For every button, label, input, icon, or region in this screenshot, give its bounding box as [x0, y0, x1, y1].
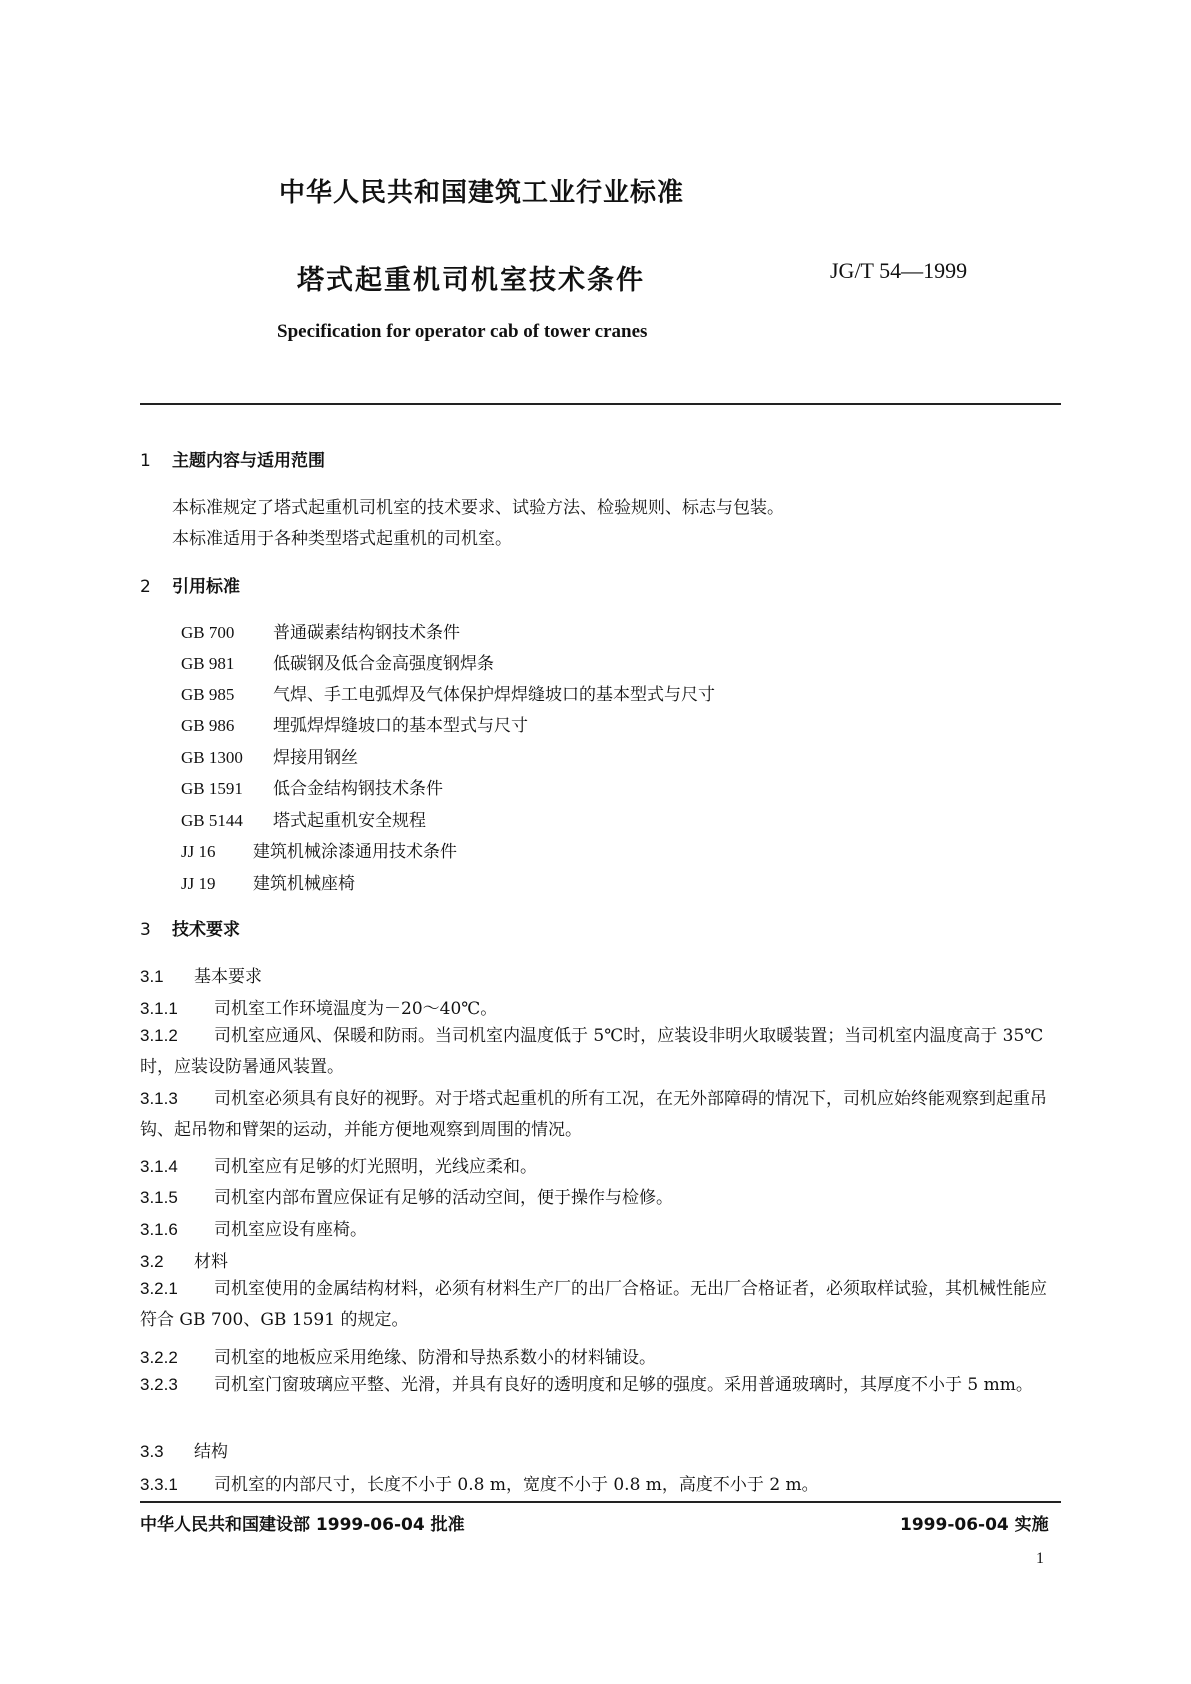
reference-code: JJ 19	[181, 874, 216, 893]
reference-item	[181, 680, 715, 705]
reference-title: 低碳钢及低合金高强度钢焊条	[273, 654, 494, 674]
clause-number: 3.1.1	[140, 999, 178, 1018]
reference-title: 气焊、手工电弧焊及气体保护焊焊缝坡口的基本型式与尺寸	[273, 685, 715, 705]
subsection-3-3	[140, 1437, 228, 1462]
document-title-en: Specification for operator cab of tower cranes	[277, 321, 648, 342]
reference-title: 建筑机械涂漆通用技术条件	[253, 842, 457, 862]
clause-text: 司机室应设有座椅。	[214, 1220, 367, 1240]
clause-3-1-5	[140, 1183, 673, 1208]
clause-number: 3.1.5	[140, 1188, 178, 1207]
clause-text: 司机室应有足够的灯光照明，光线应柔和。	[214, 1157, 537, 1177]
clause-number: 3.3	[140, 1442, 164, 1461]
section-3-heading	[140, 915, 240, 940]
clause-number: 3.2.2	[140, 1348, 178, 1367]
clause-number: 3.2.3	[140, 1375, 178, 1394]
clause-number: 3.1	[140, 967, 164, 986]
clause-text: 司机室使用的金属结构材料，必须有材料生产厂的出厂合格证。无出厂合格证者，必须取样试验，其机械性能应符合 GB 700、GB 1591 的规定。	[140, 1279, 1047, 1330]
reference-item	[181, 869, 355, 894]
paragraph: 本标准适用于各种类型塔式起重机的司机室。	[172, 529, 512, 549]
clause-number: 3.1.6	[140, 1220, 178, 1239]
subsection-3-2	[140, 1247, 228, 1272]
standard-type: 中华人民共和国建筑工业行业标准	[279, 178, 685, 208]
subsection-3-1	[140, 962, 262, 987]
header-rule	[140, 403, 1061, 405]
reference-item	[181, 649, 494, 674]
reference-item	[181, 806, 426, 831]
clause-3-2-1	[140, 1273, 1061, 1336]
clause-3-1-1	[140, 994, 497, 1019]
section-2-heading	[140, 572, 240, 597]
reference-code: GB 700	[181, 623, 235, 642]
reference-title: 普通碳素结构钢技术条件	[273, 623, 460, 643]
clause-3-1-2	[140, 1020, 1061, 1083]
reference-code: GB 981	[181, 654, 235, 673]
reference-item	[181, 743, 358, 768]
clause-number: 3.1.4	[140, 1157, 178, 1176]
reference-title: 低合金结构钢技术条件	[273, 779, 443, 799]
page-number: 1	[1036, 1550, 1044, 1567]
clause-number: 3.1.2	[140, 1026, 178, 1045]
subsection-title: 结构	[194, 1442, 228, 1462]
clause-text: 司机室的地板应采用绝缘、防滑和导热系数小的材料铺设。	[214, 1348, 656, 1368]
paragraph: 本标准规定了塔式起重机司机室的技术要求、试验方法、检验规则、标志与包装。	[172, 498, 784, 518]
document-title-zh: 塔式起重机司机室技术条件	[297, 265, 645, 296]
footer-rule	[140, 1501, 1061, 1503]
section-number: 2	[140, 577, 151, 597]
clause-number: 3.2.1	[140, 1279, 178, 1298]
reference-item	[181, 837, 457, 862]
reference-code: GB 1591	[181, 779, 243, 798]
reference-title: 焊接用钢丝	[273, 748, 358, 768]
clause-number: 3.1.3	[140, 1089, 178, 1108]
clause-3-1-6	[140, 1215, 367, 1240]
clause-text: 司机室内部布置应保证有足够的活动空间，便于操作与检修。	[214, 1188, 673, 1208]
subsection-title: 基本要求	[194, 967, 262, 987]
clause-3-2-3	[140, 1369, 1061, 1401]
reference-code: GB 5144	[181, 811, 243, 830]
clause-number: 3.3.1	[140, 1475, 178, 1494]
standard-number: JG/T 54—1999	[830, 258, 968, 283]
clause-3-2-2	[140, 1343, 656, 1368]
reference-item	[181, 618, 460, 643]
reference-title: 埋弧焊焊缝坡口的基本型式与尺寸	[273, 716, 528, 736]
section-number: 3	[140, 920, 151, 940]
clause-text: 司机室门窗玻璃应平整、光滑，并具有良好的透明度和足够的强度。采用普通玻璃时，其厚度不小于 5 mm。	[214, 1375, 1033, 1395]
reference-title: 建筑机械座椅	[253, 874, 355, 894]
section-number: 1	[140, 451, 151, 471]
clause-3-3-1	[140, 1470, 819, 1495]
section-title: 主题内容与适用范围	[172, 451, 325, 471]
reference-title: 塔式起重机安全规程	[273, 811, 426, 831]
reference-item	[181, 774, 443, 799]
clause-text: 司机室必须具有良好的视野。对于塔式起重机的所有工况，在无外部障碍的情况下，司机应始终能观察到起重吊钩、起吊物和臂架的运动，并能方便地观察到周围的情况。	[140, 1089, 1047, 1140]
reference-code: GB 1300	[181, 748, 243, 767]
reference-code: GB 986	[181, 716, 235, 735]
clause-3-1-4	[140, 1152, 537, 1177]
clause-text: 司机室的内部尺寸，长度不小于 0.8 m，宽度不小于 0.8 m，高度不小于 2 m。	[214, 1475, 819, 1495]
section-1-heading	[140, 446, 325, 471]
clause-text: 司机室应通风、保暖和防雨。当司机室内温度低于 5℃时，应装设非明火取暖装置；当司机室内温度高于 35℃时，应装设防暑通风装置。	[140, 1026, 1044, 1077]
reference-item	[181, 711, 528, 736]
approval-line: 中华人民共和国建设部 1999-06-04 批准	[140, 1515, 465, 1535]
clause-number: 3.2	[140, 1252, 164, 1271]
reference-code: GB 985	[181, 685, 235, 704]
clause-3-1-3	[140, 1083, 1061, 1146]
implementation-date: 1999-06-04 实施	[900, 1515, 1049, 1535]
clause-text: 司机室工作环境温度为－20～40℃。	[214, 999, 498, 1019]
reference-code: JJ 16	[181, 842, 216, 861]
section-title: 引用标准	[172, 577, 240, 597]
subsection-title: 材料	[194, 1252, 228, 1272]
section-title: 技术要求	[172, 920, 240, 940]
